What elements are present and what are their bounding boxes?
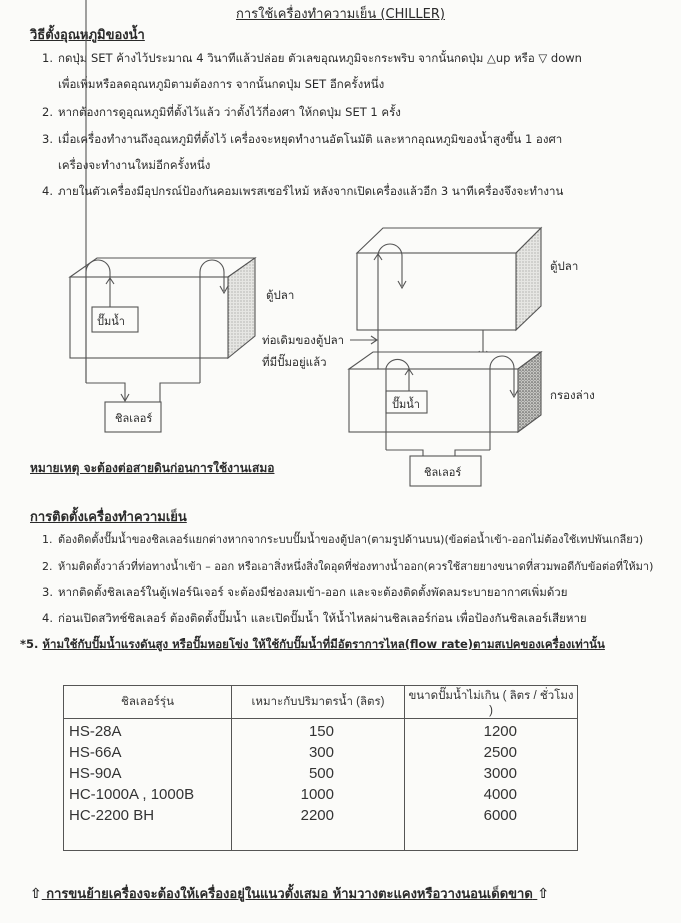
table-header-row: [64, 686, 578, 719]
ground-note: หมายเหตุ จะต้องต่อสายดินก่อนการใช้งานเสมอ: [30, 461, 275, 475]
up-arrow-icon: ⇧: [30, 886, 42, 902]
flow-cell: 6000: [483, 807, 517, 824]
volume-cell: 150: [308, 723, 334, 740]
install-warning: *5. ห้ามใช้กับปั๊มน้ำแรงดันสูง หรือปั๊มหอยโข่ง ให้ใช้กับปั๊มน้ำที่มีอัตราการไหล(flow rate)ตามสเปคของเครื่องเท่านั้น: [20, 637, 605, 651]
section-heading-temperature: วิธีตั้งอุณหภูมิของน้ำ: [30, 28, 145, 43]
temp-step-3-cont: เครื่องจะทำงานใหม่อีกครั้งหนึ่ง: [58, 158, 211, 172]
left-pump-label: ปั๊มน้ำ: [97, 315, 125, 328]
flow-cell: 2500: [483, 744, 517, 761]
install-step-1: 1. ต้องติดตั้งปั๊มน้ำของชิลเลอร์แยกต่างหากจากระบบปั๊มน้ำของตู้ปลา(ตามรูปด้านบน)(ข้อต่อน้ำเข้า-ออกไม่ต้องใช้เทปพันเกลียว): [42, 533, 644, 546]
transport-warning: ⇧ การขนย้ายเครื่องจะต้องให้เครื่องอยู่ในแนวตั้งเสมอ ห้ามวางตะแคงหรือวางนอนเด็ดขาด ⇧: [30, 886, 550, 902]
volume-cell: 2200: [300, 807, 334, 824]
install-step-4: 4. ก่อนเปิดสวิทช์ชิลเลอร์ ต้องติดตั้งปั๊มน้ำ และเปิดปั๊มน้ำ ให้น้ำไหลผ่านชิลเลอร์ก่อน เพื่อป้องกันชิลเลอร์เสียหาย: [42, 611, 587, 625]
model-cell: HS-90A: [69, 765, 122, 782]
table-body-row: [64, 719, 578, 851]
model-column: [64, 719, 232, 851]
temp-step-3: 3. เมื่อเครื่องทำงานถึงอุณหภูมิที่ตั้งไว้ เครื่องจะหยุดทำงานอัตโนมัติ และหากอุณหภูมิของน้ำสูงขึ้น 1 องศา: [42, 132, 563, 146]
chiller-spec-table: [63, 685, 578, 851]
install-step-2: 2. ห้ามติดตั้งวาล์วที่ท่อทางน้ำเข้า – ออก หรือเอาสิ่งหนึ่งสิ่งใดอุดที่ช่องทางน้ำออก(ควรใช้สายยางขนาดที่สวมพอดีกับข้อต่อที่ให้มา): [42, 560, 654, 573]
right-pump-label: ปั๊มน้ำ: [392, 398, 420, 411]
volume-column: [232, 719, 405, 851]
temp-step-1: 1. กดปุ่ม SET ค้างไว้ประมาณ 4 วินาทีแล้วปล่อย ตัวเลขอุณหภูมิจะกระพริบ จากนั้นกดปุ่ม △up หรือ ▽ down: [42, 51, 582, 65]
header-model: ชิลเลอร์รุ่น: [64, 686, 232, 719]
flow-cell: 1200: [483, 723, 517, 740]
left-tank-label: ตู้ปลา: [266, 288, 295, 302]
flow-cell: 3000: [483, 765, 517, 782]
right-chiller-label: ชิลเลอร์: [424, 466, 462, 479]
flow-column: [405, 719, 578, 851]
page-title: การใช้เครื่องทำความเย็น (CHILLER): [236, 7, 445, 22]
left-chiller-label: ชิลเลอร์: [115, 412, 153, 425]
temp-step-1-cont: เพื่อเพิ่มหรือลดอุณหภูมิตามต้องการ จากนั้นกดปุ่ม SET อีกครั้งหนึ่ง: [58, 77, 385, 91]
existing-pipe-label-2: ที่มีปั๊มอยู่แล้ว: [262, 355, 327, 369]
install-step-3: 3. หากติดตั้งชิลเลอร์ในตู้เฟอร์นิเจอร์ จะต้องมีช่องลมเข้า-ออก และจะต้องติดตั้งพัดลมระบายอากาศเพิ่มด้วย: [42, 585, 568, 599]
section-heading-installation: การติดตั้งเครื่องทำความเย็น: [30, 510, 187, 525]
header-volume: เหมาะกับปริมาตรน้ำ (ลิตร): [232, 686, 405, 719]
flow-cell: 4000: [483, 786, 517, 803]
model-cell: HS-28A: [69, 723, 122, 740]
model-cell: HS-66A: [69, 744, 122, 761]
bottom-filter-label: กรองล่าง: [550, 388, 595, 402]
right-tank-label: ตู้ปลา: [550, 259, 579, 273]
temp-step-4: 4. ภายในตัวเครื่องมีอุปกรณ์ป้องกันคอมเพรสเซอร์ไหม้ หลังจากเปิดเครื่องแล้วอีก 3 นาทีเครื่องจึงจะทำงาน: [42, 184, 564, 198]
up-arrow-icon: ⇧: [537, 886, 550, 902]
existing-pipe-label-1: ท่อเดิมของตู้ปลา: [262, 333, 345, 347]
volume-cell: 300: [308, 744, 334, 761]
model-cell: HC-2200 BH: [69, 807, 155, 824]
model-cell: HC-1000A , 1000B: [69, 786, 195, 803]
volume-cell: 1000: [300, 786, 334, 803]
temp-step-2: 2. หากต้องการดูอุณหภูมิที่ตั้งไว้แล้ว ว่าตั้งไว้กี่องศา ให้กดปุ่ม SET 1 ครั้ง: [42, 105, 401, 119]
volume-cell: 500: [308, 765, 334, 782]
header-flow: ขนาดปั๊มน้ำไม่เกิน ( ลิตร / ชั่วโมง ): [405, 686, 578, 719]
